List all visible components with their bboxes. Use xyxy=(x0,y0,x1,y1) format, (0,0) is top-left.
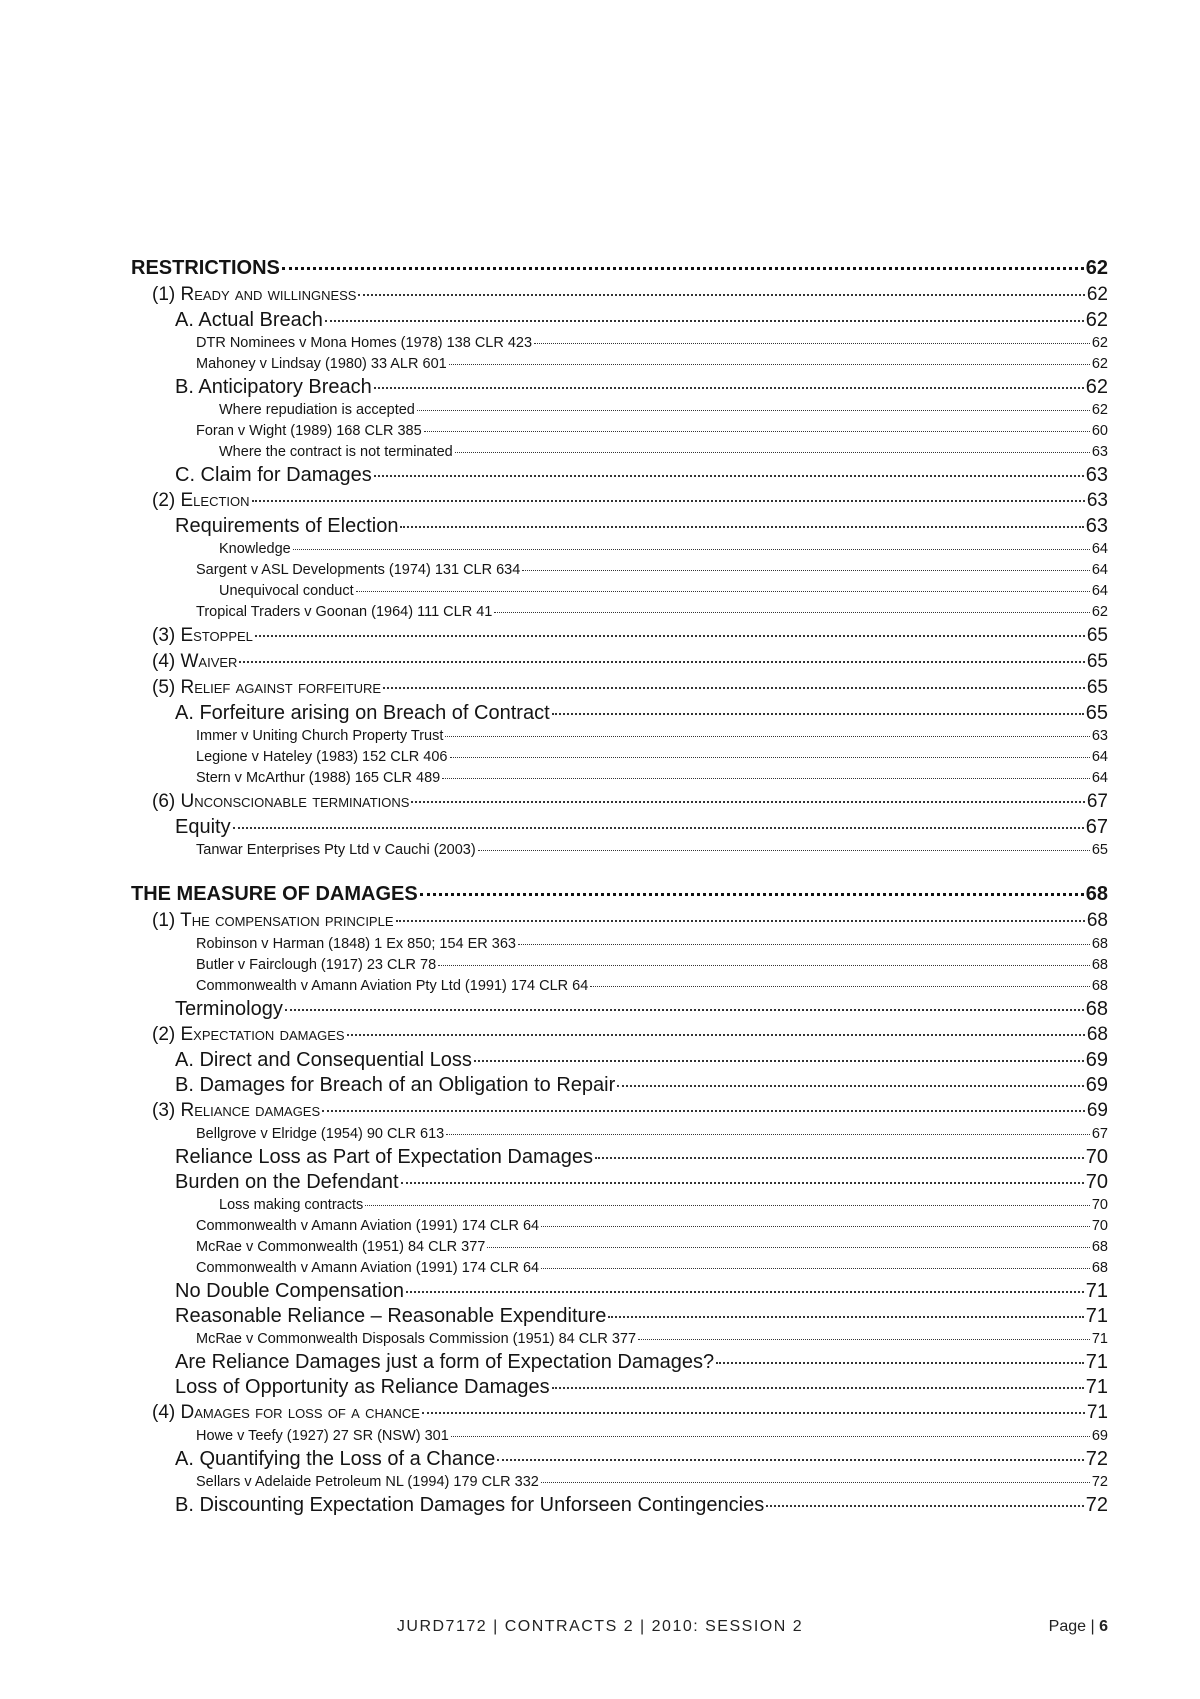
dot-leader xyxy=(438,965,1090,966)
toc-entry-page: 72 xyxy=(1085,1494,1108,1516)
toc-entry-page: 65 xyxy=(1091,842,1108,858)
footer-page-value: 6 xyxy=(1099,1618,1108,1635)
toc-entry[interactable] xyxy=(131,1329,1108,1350)
toc-entry-page: 68 xyxy=(1086,910,1108,931)
toc-entry-page: 62 xyxy=(1091,604,1108,620)
toc-entry-page: 63 xyxy=(1085,515,1108,537)
toc-entry-page: 68 xyxy=(1091,978,1108,994)
toc-entry[interactable] xyxy=(131,1493,1108,1518)
toc-entry-title: (5) Relief against forfeiture xyxy=(152,677,382,698)
toc-entry[interactable] xyxy=(131,1400,1108,1426)
toc-entry-title: Unequivocal conduct xyxy=(219,583,354,599)
toc-entry-page: 71 xyxy=(1085,1376,1108,1398)
dot-leader xyxy=(396,920,1085,922)
toc-entry-page: 70 xyxy=(1085,1171,1108,1193)
toc-entry-title: Stern v McArthur (1988) 165 CLR 489 xyxy=(196,770,441,786)
dot-leader xyxy=(401,1182,1084,1184)
toc-entry-page: 69 xyxy=(1085,1074,1108,1096)
dot-leader xyxy=(449,364,1090,365)
toc-entry[interactable] xyxy=(131,815,1108,840)
toc-entry[interactable] xyxy=(131,726,1108,747)
toc-entry-title: Equity xyxy=(175,816,231,838)
dot-leader xyxy=(422,1412,1085,1414)
toc-entry[interactable] xyxy=(131,1048,1108,1073)
toc-entry-title: (1) The compensation principle xyxy=(152,910,394,931)
toc-entry[interactable] xyxy=(131,1258,1108,1279)
dot-leader xyxy=(541,1226,1090,1227)
dot-leader xyxy=(347,1034,1085,1036)
toc-entry-title: DTR Nominees v Mona Homes (1978) 138 CLR 423 xyxy=(196,335,533,351)
toc-entry-page: 65 xyxy=(1085,702,1108,724)
toc-entry[interactable] xyxy=(131,421,1108,442)
dot-leader xyxy=(716,1362,1084,1364)
toc-entry-title: (3) Reliance damages xyxy=(152,1100,321,1121)
toc-entry-title: (4) Damages for loss of a chance xyxy=(152,1402,420,1423)
toc-entry[interactable] xyxy=(131,1279,1108,1304)
toc-entry-page: 64 xyxy=(1091,541,1108,557)
toc-entry-page: 68 xyxy=(1085,883,1108,905)
toc-entry[interactable] xyxy=(131,1426,1108,1447)
dot-leader xyxy=(400,526,1083,528)
toc-entry-page: 70 xyxy=(1091,1197,1108,1213)
dot-leader xyxy=(474,1060,1084,1062)
toc-entry-title: Burden on the Defendant xyxy=(175,1171,399,1193)
dot-leader xyxy=(365,1205,1090,1206)
dot-leader xyxy=(233,827,1084,829)
toc-entry-page: 65 xyxy=(1086,677,1108,698)
toc-entry-page: 68 xyxy=(1086,1024,1108,1045)
dot-leader xyxy=(617,1085,1084,1087)
dot-leader xyxy=(285,1009,1084,1011)
toc-entry-title: Where the contract is not terminated xyxy=(219,444,453,460)
toc-entry-page: 67 xyxy=(1085,816,1108,838)
toc-entry-page: 68 xyxy=(1091,1260,1108,1276)
toc-entry[interactable] xyxy=(131,400,1108,421)
toc-entry[interactable] xyxy=(131,701,1108,726)
toc-entry-page: 71 xyxy=(1086,1402,1108,1423)
toc-entry-title: B. Discounting Expectation Damages for Unforseen Contingencies xyxy=(175,1494,765,1516)
toc-entry-page: 63 xyxy=(1085,464,1108,486)
dot-leader xyxy=(518,944,1090,945)
dot-leader xyxy=(455,452,1090,453)
dot-leader xyxy=(356,591,1090,592)
table-of-contents xyxy=(131,255,1108,1518)
dot-leader xyxy=(552,713,1084,715)
toc-entry-title: Reasonable Reliance – Reasonable Expenditure xyxy=(175,1305,607,1327)
toc-entry-title: Commonwealth v Amann Aviation (1991) 174 CLR 64 xyxy=(196,1260,540,1276)
toc-entry-title: (4) Waiver xyxy=(152,651,238,672)
toc-entry-page: 64 xyxy=(1091,749,1108,765)
toc-entry[interactable] xyxy=(131,675,1108,701)
toc-entry[interactable] xyxy=(131,581,1108,602)
toc-entry-title: Are Reliance Damages just a form of Expectation Damages? xyxy=(175,1351,715,1373)
toc-entry[interactable] xyxy=(131,789,1108,815)
toc-entry[interactable] xyxy=(131,1304,1108,1329)
toc-entry-page: 72 xyxy=(1085,1448,1108,1470)
dot-leader xyxy=(417,410,1090,411)
dot-leader xyxy=(374,475,1084,477)
toc-entry-title: Sellars v Adelaide Petroleum NL (1994) 179 CLR 332 xyxy=(196,1474,539,1490)
toc-entry-title: Tropical Traders v Goonan (1964) 111 CLR 41 xyxy=(196,604,493,620)
toc-entry-title: Foran v Wight (1989) 168 CLR 385 xyxy=(196,423,422,439)
toc-entry-page: 63 xyxy=(1091,728,1108,744)
dot-leader xyxy=(358,294,1084,296)
toc-entry-page: 70 xyxy=(1085,1146,1108,1168)
toc-entry[interactable] xyxy=(131,1124,1108,1145)
dot-leader xyxy=(552,1387,1084,1389)
toc-entry[interactable] xyxy=(131,997,1108,1022)
dot-leader xyxy=(638,1339,1090,1340)
toc-chapter-entry[interactable] xyxy=(131,255,1108,282)
toc-entry[interactable] xyxy=(131,1375,1108,1400)
toc-entry[interactable] xyxy=(131,1195,1108,1216)
dot-leader xyxy=(450,757,1090,758)
toc-entry[interactable] xyxy=(131,1447,1108,1472)
dot-leader xyxy=(446,1134,1090,1135)
toc-entry-page: 71 xyxy=(1085,1280,1108,1302)
toc-entry-page: 62 xyxy=(1085,257,1108,279)
toc-entry-title: Terminology xyxy=(175,998,283,1020)
toc-entry[interactable] xyxy=(131,560,1108,581)
dot-leader xyxy=(522,570,1090,571)
dot-leader xyxy=(451,1436,1090,1437)
toc-entry-title: (6) Unconscionable terminations xyxy=(152,791,410,812)
toc-entry-page: 62 xyxy=(1091,335,1108,351)
toc-entry-page: 69 xyxy=(1091,1428,1108,1444)
toc-entry[interactable] xyxy=(131,463,1108,488)
toc-entry-title: C. Claim for Damages xyxy=(175,464,372,486)
dot-leader xyxy=(541,1268,1090,1269)
toc-entry-page: 62 xyxy=(1091,402,1108,418)
dot-leader xyxy=(534,343,1090,344)
toc-entry-title: Robinson v Harman (1848) 1 Ex 850; 154 ER 363 xyxy=(196,936,516,952)
dot-leader xyxy=(766,1505,1084,1507)
toc-entry[interactable] xyxy=(131,908,1108,934)
toc-entry[interactable] xyxy=(131,1098,1108,1124)
toc-entry-page: 71 xyxy=(1091,1331,1108,1347)
toc-entry-title: (2) Expectation damages xyxy=(152,1024,345,1045)
toc-entry-page: 64 xyxy=(1091,562,1108,578)
toc-entry-title: Immer v Uniting Church Property Trust xyxy=(196,728,444,744)
toc-entry[interactable] xyxy=(131,602,1108,623)
toc-entry-title: A. Quantifying the Loss of a Chance xyxy=(175,1448,496,1470)
dot-leader xyxy=(442,778,1090,779)
toc-entry-page: 62 xyxy=(1091,356,1108,372)
toc-entry[interactable] xyxy=(131,747,1108,768)
toc-entry[interactable] xyxy=(131,1472,1108,1493)
toc-entry-title: B. Damages for Breach of an Obligation to Repair xyxy=(175,1074,616,1096)
toc-entry-page: 65 xyxy=(1086,625,1108,646)
toc-entry-page: 60 xyxy=(1091,423,1108,439)
toc-entry-title: Commonwealth v Amann Aviation (1991) 174 CLR 64 xyxy=(196,1218,540,1234)
toc-entry-page: 63 xyxy=(1086,490,1108,511)
toc-entry-title: Loss of Opportunity as Reliance Damages xyxy=(175,1376,550,1398)
toc-entry[interactable] xyxy=(131,442,1108,463)
toc-entry-page: 67 xyxy=(1086,791,1108,812)
toc-entry-page: 70 xyxy=(1091,1218,1108,1234)
toc-entry-page: 69 xyxy=(1085,1049,1108,1071)
footer-course-info: JURD7172 | CONTRACTS 2 | 2010: SESSION 2 xyxy=(396,1618,804,1635)
toc-entry-page: 67 xyxy=(1091,1126,1108,1142)
toc-entry[interactable] xyxy=(131,1170,1108,1195)
toc-entry-page: 62 xyxy=(1086,284,1108,305)
toc-entry-page: 65 xyxy=(1086,651,1108,672)
dot-leader xyxy=(406,1291,1084,1293)
dot-leader xyxy=(494,612,1090,613)
toc-entry[interactable] xyxy=(131,934,1108,955)
dot-leader xyxy=(383,687,1085,689)
toc-entry-title: McRae v Commonwealth Disposals Commission (1951) 84 CLR 377 xyxy=(196,1331,637,1347)
toc-entry-page: 68 xyxy=(1091,957,1108,973)
toc-entry-title: Bellgrove v Elridge (1954) 90 CLR 613 xyxy=(196,1126,445,1142)
dot-leader xyxy=(487,1247,1090,1248)
toc-entry-title: Reliance Loss as Part of Expectation Damages xyxy=(175,1146,593,1168)
toc-entry-page: 69 xyxy=(1086,1100,1108,1121)
dot-leader xyxy=(608,1316,1083,1318)
toc-entry[interactable] xyxy=(131,308,1108,333)
dot-leader xyxy=(374,387,1084,389)
toc-entry[interactable] xyxy=(131,1216,1108,1237)
dot-leader xyxy=(325,320,1084,322)
dot-leader xyxy=(497,1459,1084,1461)
dot-leader xyxy=(445,736,1089,737)
toc-entry-title: Commonwealth v Amann Aviation Pty Ltd (1991) 174 CLR 64 xyxy=(196,978,589,994)
toc-entry-page: 64 xyxy=(1091,770,1108,786)
toc-entry[interactable] xyxy=(131,333,1108,354)
toc-entry-title: Sargent v ASL Developments (1974) 131 CLR 634 xyxy=(196,562,521,578)
toc-entry-title: Loss making contracts xyxy=(219,1197,364,1213)
dot-leader xyxy=(411,801,1084,803)
toc-chapter-entry[interactable] xyxy=(131,881,1108,908)
toc-entry[interactable] xyxy=(131,1145,1108,1170)
toc-entry[interactable] xyxy=(131,1073,1108,1098)
footer-page-number xyxy=(1049,1618,1108,1636)
toc-entry[interactable] xyxy=(131,488,1108,514)
toc-entry-title: Knowledge xyxy=(219,541,291,557)
toc-entry-title: THE MEASURE OF DAMAGES xyxy=(131,883,418,905)
footer-page-label: Page | xyxy=(1048,1618,1095,1635)
toc-entry[interactable] xyxy=(131,623,1108,649)
toc-entry-title: A. Actual Breach xyxy=(175,309,323,331)
dot-leader xyxy=(595,1157,1084,1159)
dot-leader xyxy=(252,500,1085,502)
toc-entry[interactable] xyxy=(131,976,1108,997)
toc-entry[interactable] xyxy=(131,539,1108,560)
toc-entry-title: Legione v Hateley (1983) 152 CLR 406 xyxy=(196,749,448,765)
toc-entry-title: A. Direct and Consequential Loss xyxy=(175,1049,472,1071)
toc-entry-title: (2) Election xyxy=(152,490,250,511)
toc-entry[interactable] xyxy=(131,768,1108,789)
toc-entry-page: 62 xyxy=(1085,309,1108,331)
toc-entry[interactable] xyxy=(131,354,1108,375)
toc-entry-page: 68 xyxy=(1085,998,1108,1020)
toc-entry-page: 72 xyxy=(1091,1474,1108,1490)
toc-entry-title: Butler v Fairclough (1917) 23 CLR 78 xyxy=(196,957,437,973)
toc-entry[interactable] xyxy=(131,1022,1108,1048)
toc-entry[interactable] xyxy=(131,955,1108,976)
toc-entry-page: 68 xyxy=(1091,1239,1108,1255)
toc-entry-page: 71 xyxy=(1085,1305,1108,1327)
toc-entry-title: No Double Compensation xyxy=(175,1280,405,1302)
toc-entry[interactable] xyxy=(131,1350,1108,1375)
toc-entry-title: Mahoney v Lindsay (1980) 33 ALR 601 xyxy=(196,356,447,372)
toc-entry[interactable] xyxy=(131,282,1108,308)
dot-leader xyxy=(590,986,1090,987)
toc-entry-title: A. Forfeiture arising on Breach of Contract xyxy=(175,702,550,724)
toc-entry-title: (1) Ready and willingness xyxy=(152,284,357,305)
toc-entry[interactable] xyxy=(131,649,1108,675)
toc-entry-title: Tanwar Enterprises Pty Ltd v Cauchi (2003) xyxy=(196,842,476,858)
dot-leader xyxy=(322,1110,1085,1112)
dot-leader xyxy=(420,893,1084,896)
toc-entry[interactable] xyxy=(131,514,1108,539)
dot-leader xyxy=(255,635,1085,637)
toc-entry[interactable] xyxy=(131,1237,1108,1258)
toc-entry-page: 62 xyxy=(1085,376,1108,398)
toc-entry-title: Requirements of Election xyxy=(175,515,399,537)
toc-entry-page: 68 xyxy=(1091,936,1108,952)
dot-leader xyxy=(239,661,1084,663)
toc-entry-title: Howe v Teefy (1927) 27 SR (NSW) 301 xyxy=(196,1428,449,1444)
dot-leader xyxy=(478,850,1090,851)
dot-leader xyxy=(293,549,1090,550)
dot-leader xyxy=(541,1482,1090,1483)
toc-entry[interactable] xyxy=(131,840,1108,861)
toc-entry-title: Where repudiation is accepted xyxy=(219,402,415,418)
toc-entry-title: McRae v Commonwealth (1951) 84 CLR 377 xyxy=(196,1239,486,1255)
toc-entry-title: (3) Estoppel xyxy=(152,625,253,646)
toc-entry-title: RESTRICTIONS xyxy=(131,257,280,279)
toc-entry-page: 71 xyxy=(1085,1351,1108,1373)
toc-entry[interactable] xyxy=(131,375,1108,400)
toc-entry-page: 63 xyxy=(1091,444,1108,460)
toc-entry-title: B. Anticipatory Breach xyxy=(175,376,372,398)
dot-leader xyxy=(424,431,1090,432)
toc-entry-page: 64 xyxy=(1091,583,1108,599)
dot-leader xyxy=(282,267,1084,270)
